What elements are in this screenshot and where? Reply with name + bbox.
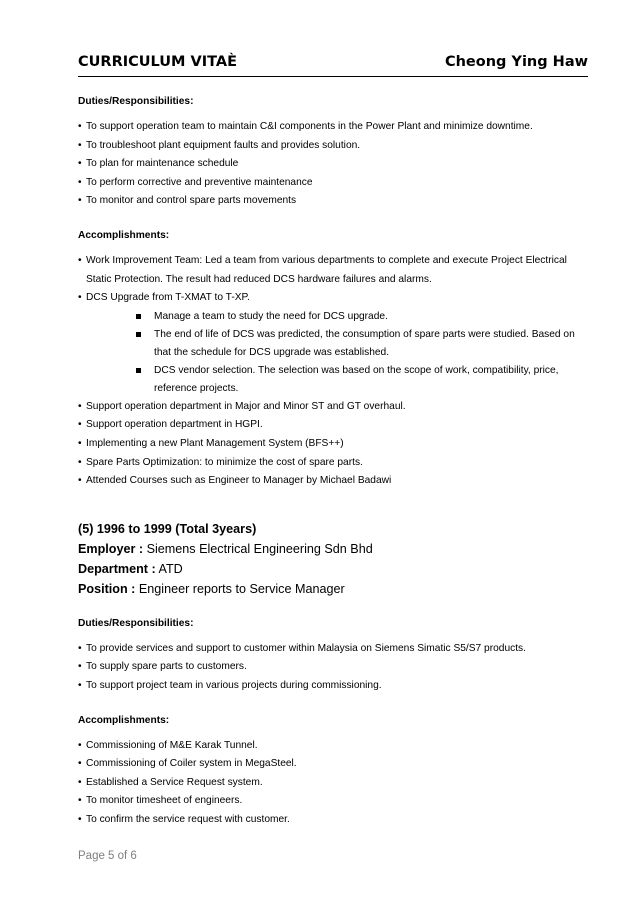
list-item: • Implementing a new Plant Management System (BFS++) [78, 437, 344, 449]
list-item: • To monitor and control spare parts movements [78, 195, 297, 207]
list-item: • Support operation department in Major and Minor ST and GT overhaul. [78, 400, 406, 412]
sub-list-item: Manage a team to study the need for DCS upgrade. [78, 308, 588, 326]
duties-heading: Duties/Responsibilities: [78, 96, 194, 107]
list-item: • To plan for maintenance schedule [78, 158, 239, 170]
list-item: • Spare Parts Optimization: to minimize the cost of spare parts. [78, 456, 363, 468]
sub-list-item-continuation: that the schedule for DCS upgrade was established. [154, 346, 390, 358]
list-item: • Attended Courses such as Engineer to Manager by Michael Badawi [78, 475, 392, 487]
list-item: • Support operation department in HGPI. [78, 419, 263, 431]
cv-title: CURRICULUM VITAÈ [78, 54, 238, 70]
list-item: • To troubleshoot plant equipment faults and provides solution. [78, 139, 361, 151]
list-item: • To confirm the service request with customer. [78, 813, 290, 825]
sub-list-item: The end of life of DCS was predicted, the consumption of spare parts were studied. Based on [78, 326, 588, 344]
candidate-name: Cheong Ying Haw [444, 54, 588, 70]
sub-list-item: DCS vendor selection. The selection was based on the scope of work, compatibility, price, [78, 362, 588, 380]
duties-heading: Duties/Responsibilities: [78, 617, 194, 629]
job-period: (5) 1996 to 1999 (Total 3years) [78, 521, 257, 536]
list-item: • To provide services and support to customer within Malaysia on Siemens Simatic S5/S7 products. [78, 642, 526, 654]
page-number: Page 5 of 6 [78, 850, 137, 862]
list-item: • To support operation team to maintain C&I components in the Power Plant and minimize downtime. [78, 121, 533, 132]
job-employer: Employer : Siemens Electrical Engineering Sdn Bhd [78, 541, 373, 556]
list-item: • DCS Upgrade from T-XMAT to T-XP. [78, 292, 250, 304]
job-position: Position : Engineer reports to Service Manager [78, 581, 345, 596]
list-item: • Commissioning of Coiler system in MegaSteel. [78, 758, 297, 770]
sub-list-item-continuation: reference projects. [154, 382, 239, 394]
list-item: • Commissioning of M&E Karak Tunnel. [78, 739, 258, 751]
list-item: • To support project team in various projects during commissioning. [78, 679, 382, 691]
list-item: • To supply spare parts to customers. [78, 661, 247, 673]
job-department: Department : ATD [78, 561, 183, 576]
page-header [78, 54, 588, 77]
list-item: • Established a Service Request system. [78, 776, 263, 788]
accomplishments-heading: Accomplishments: [78, 714, 170, 726]
page-content [78, 95, 588, 829]
list-item: • Work Improvement Team: Led a team from various departments to complete and execute Project Electrical [78, 254, 567, 266]
list-item: • To monitor timesheet of engineers. [78, 795, 243, 807]
list-item: • To perform corrective and preventive maintenance [78, 176, 313, 188]
list-item-continuation: Static Protection. The result had reduced DCS hardware failures and alarms. [86, 273, 432, 285]
accomplishments-heading: Accomplishments: [78, 229, 170, 241]
